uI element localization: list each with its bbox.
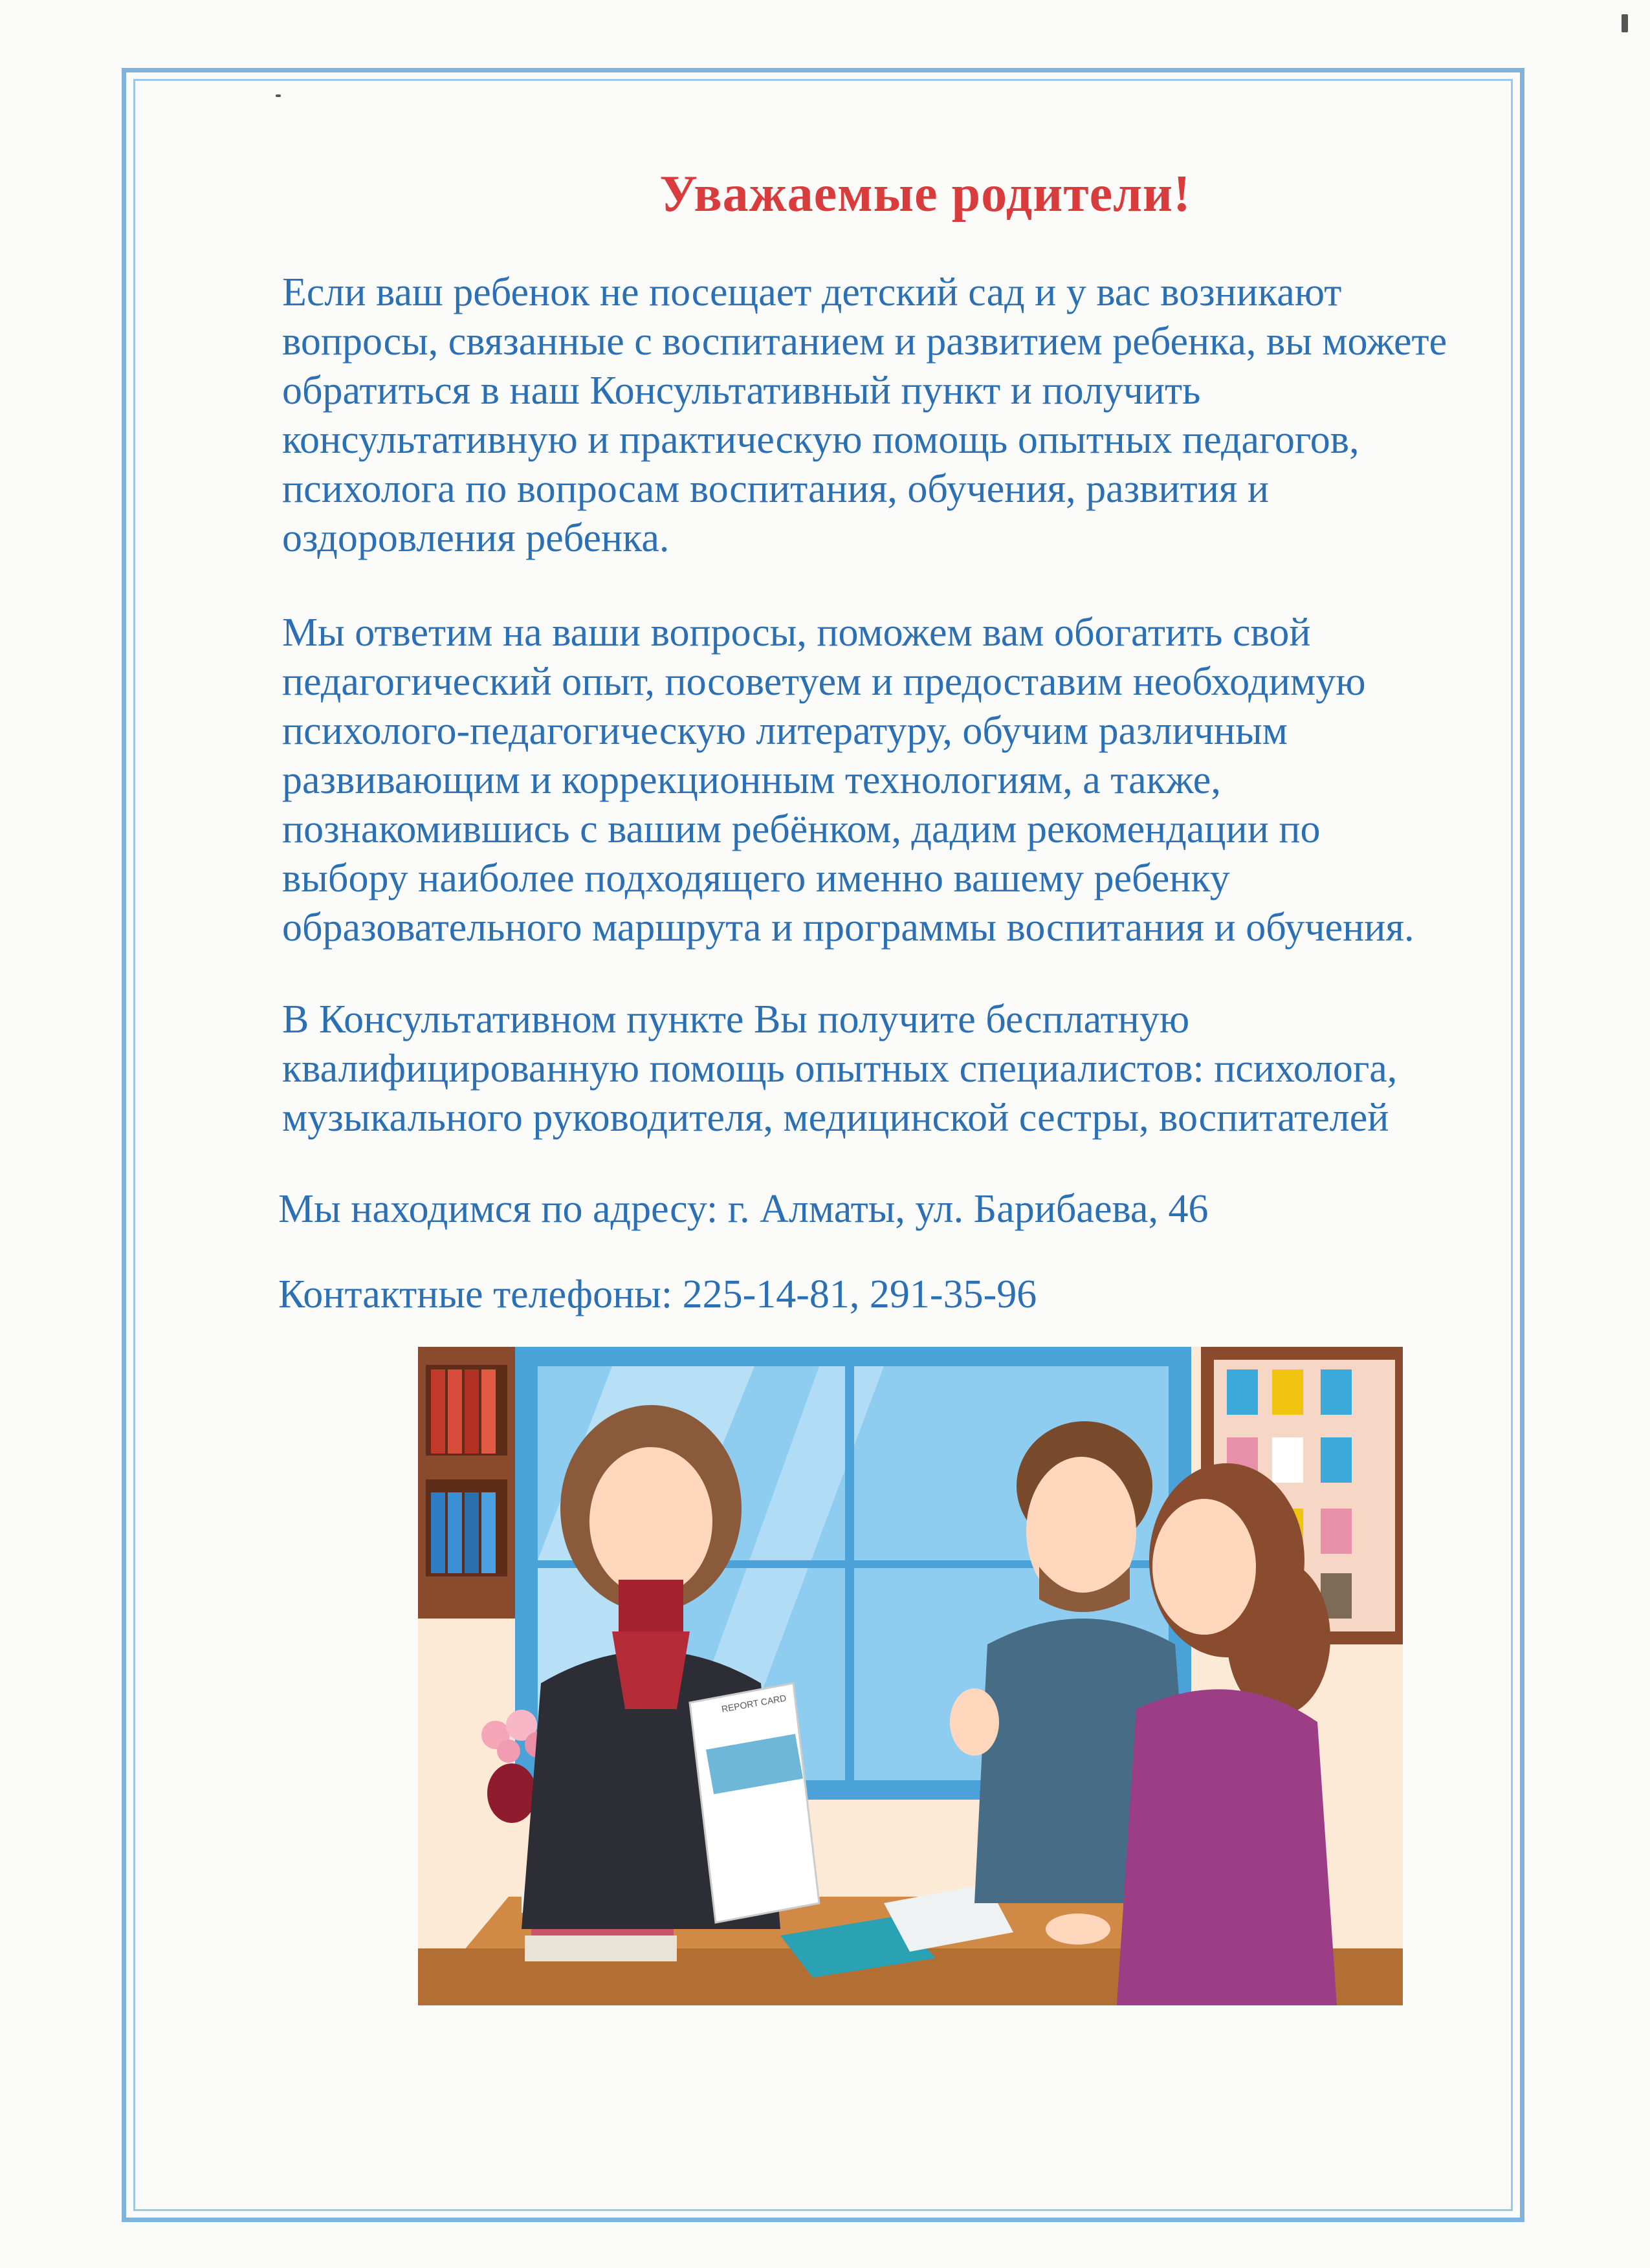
text-line: вопросы, связанные с воспитанием и развитием ребенка, вы можете — [282, 320, 1447, 364]
text-line: познакомившись с вашим ребёнком, дадим рекомендации по — [282, 807, 1321, 851]
text-line: оздоровления ребенка. — [282, 516, 670, 560]
text-line: психолого-педагогическую литературу, обучим различным — [282, 709, 1288, 753]
mother-face — [1152, 1499, 1256, 1635]
paragraph-intro — [282, 268, 1563, 563]
text-line: выбору наиболее подходящего именно вашему ребенку — [282, 856, 1230, 900]
paragraph-specialists — [282, 995, 1563, 1142]
scan-speck — [1622, 14, 1628, 32]
text-line: Мы ответим на ваши вопросы, поможем вам обогатить свой — [282, 611, 1311, 655]
text-line: В Консультативном пункте Вы получите бесплатную — [282, 998, 1190, 1041]
address-text: Мы находимся по адресу: г. Алматы, ул. Барибаева, 46 — [278, 1187, 1209, 1231]
vase — [487, 1763, 536, 1823]
text-line: образовательного маршрута и программы воспитания и обучения. — [282, 906, 1414, 950]
consultation-illustration — [418, 1347, 1403, 2005]
text-line: квалифицированную помощь опытных специалистов: психолога, — [282, 1047, 1398, 1091]
scan-speck — [276, 94, 281, 97]
report-card-label: REPORT CARD — [720, 1692, 787, 1714]
consultant-face — [589, 1447, 712, 1596]
phones-text: Контактные телефоны: 225-14-81, 291-35-96 — [278, 1272, 1037, 1316]
text-line: Если ваш ребенок не посещает детский сад и у вас возникают — [282, 270, 1342, 314]
mother-body — [1117, 1689, 1337, 2005]
text-line: психолога по вопросам воспитания, обучения, развития и — [282, 467, 1270, 511]
text-line: консультативную и практическую помощь опытных педагогов, — [282, 418, 1359, 462]
text-line: обратиться в наш Консультативный пункт и получить — [282, 369, 1201, 413]
text-line: музыкального руководителя, медицинской сестры, воспитателей — [282, 1096, 1389, 1140]
page-title: Уважаемые родители! — [659, 166, 1191, 223]
text-line: педагогический опыт, посоветуем и предоставим необходимую — [282, 660, 1366, 704]
paragraph-services — [282, 608, 1563, 952]
text-line: развивающим и коррекционным технологиям, а также, — [282, 758, 1221, 802]
